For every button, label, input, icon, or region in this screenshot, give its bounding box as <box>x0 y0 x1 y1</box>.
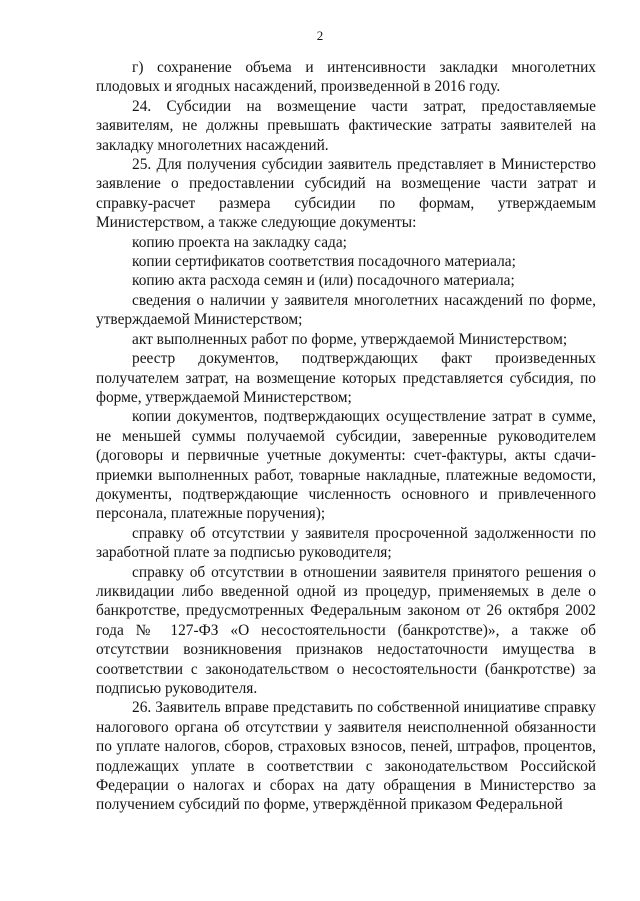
document-body <box>96 58 596 815</box>
document-list-item: копии сертификатов соответствия посадочного материала; <box>132 253 516 271</box>
document-list-item: справку об отсутствии у заявителя просроченной задолженности по заработной плате за подписью руководителя; <box>96 524 596 562</box>
paragraph-25: 25. Для получения субсидии заявитель представляет в Министерство заявление о предоставлении субсидий на возмещение части затрат и справку-расчет размера субсидии по формам, утверждаемым Министерством, а также следующие документы: <box>96 156 596 232</box>
document-list-item: реестр документов, подтверждающих факт произведенных получателем затрат, на возмещение которых представляется субсидия, по форме, утверждаемой Министерством; <box>96 350 596 406</box>
paragraph-24: 24. Субсидии на возмещение части затрат, предоставляемые заявителям, не должны превышать фактические затраты заявителей на закладку многолетних насаждений. <box>96 97 596 154</box>
document-list-item: копию проекта на закладку сада; <box>132 233 347 251</box>
document-list-item: сведения о наличии у заявителя многолетних насаждений по форме, утверждаемой Министерством; <box>96 291 596 329</box>
paragraph-26: 26. Заявитель вправе представить по собственной инициативе справку налогового органа об отсутствии у заявителя неисполненной обязанности по уплате налогов, сборов, страховых взносов, пеней, штрафов, процентов, подлежащих уплате в соответствии с законодательством Российской Федерации о налогах и сборах на дату обращения в Министерство за получением субсидий по форме, утверждённой приказом Федеральной <box>96 699 596 814</box>
document-list-item: акт выполненных работ по форме, утверждаемой Министерством; <box>132 330 568 348</box>
paragraph-item-g: г) сохранение объема и интенсивности закладки многолетних плодовых и ягодных насаждений, произведенной в 2016 году. <box>96 59 596 96</box>
page-number: 2 <box>316 28 324 43</box>
document-list-item: справку об отсутствии в отношении заявителя принятого решения о ликвидации либо введенной одной из процедур, применяемых в деле о банкротстве, предусмотренных Федеральным законом от 26 октября 2002 года № 127-ФЗ «О несостоятельности (банкротстве)», а также об отсутствии возникновения признаков недостаточности имущества в соответствии с законодательством о несостоятельности (банкротстве) за подписью руководителя. <box>96 563 596 697</box>
document-list-item: копию акта расхода семян и (или) посадочного материала; <box>132 272 515 290</box>
document-list-item: копии документов, подтверждающих осуществление затрат в сумме, не меньшей суммы получаемой субсидии, заверенные руководителем (договоры и первичные учетные документы: счет-фактуры, акты сдачи-приемки выполненных работ, товарные накладные, платежные ведомости, документы, подтверждающие численность основного и привлеченного персонала, платежные поручения); <box>96 408 596 523</box>
